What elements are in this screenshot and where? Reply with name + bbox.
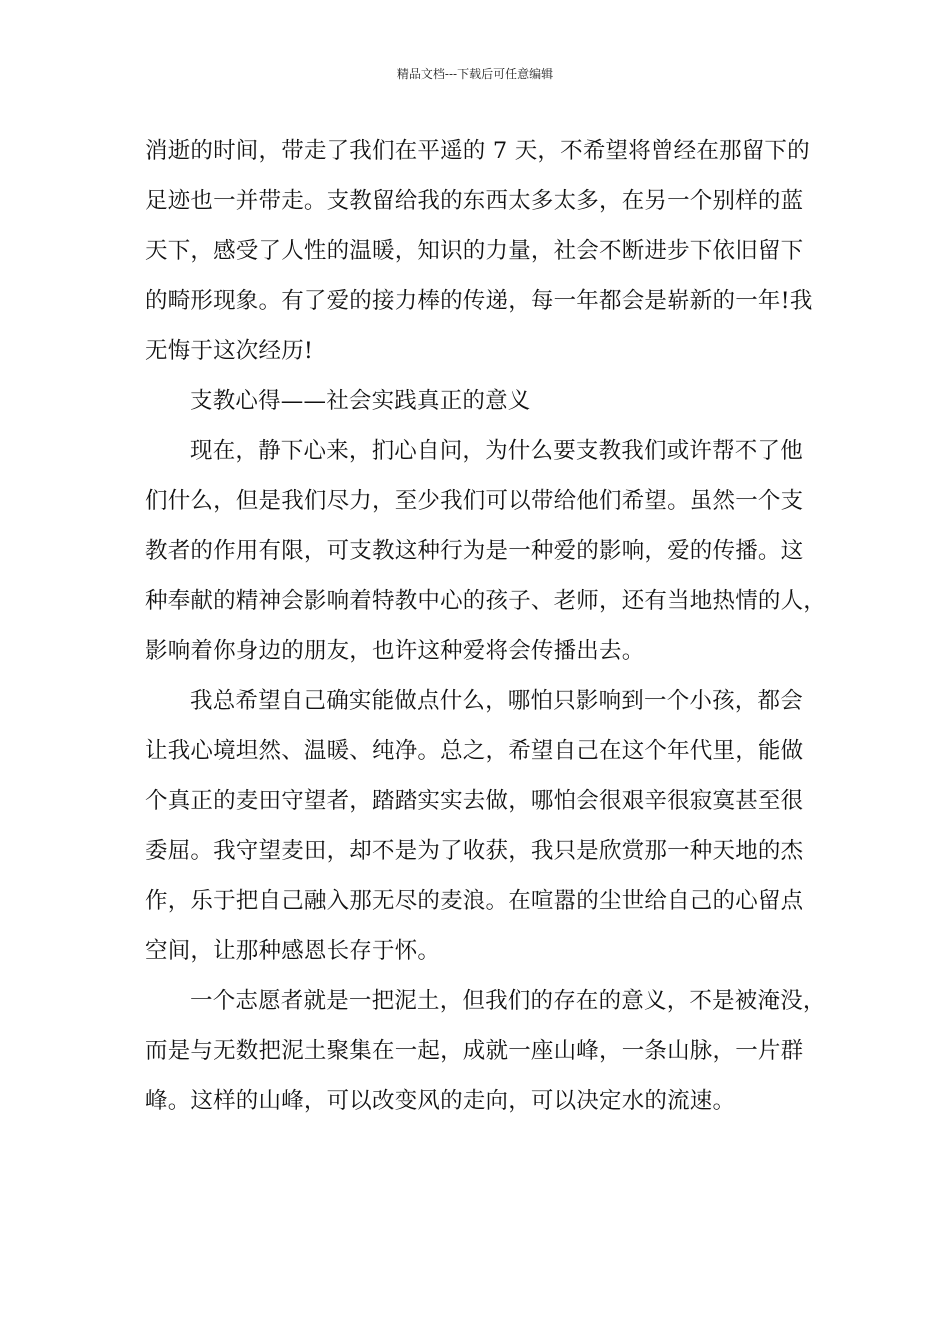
text-line: 足迹也一并带走。支教留给我的东西太多太多，在另一个别样的蓝: [145, 188, 804, 214]
text-line: 的畸形现象。有了爱的接力棒的传递，每一年都会是崭新的一年!我: [145, 288, 813, 314]
text-line: 个真正的麦田守望者，踏踏实实去做，哪怕会很艰辛很寂寞甚至很: [145, 788, 804, 814]
text-line: 我总希望自己确实能做点什么，哪怕只影响到一个小孩，都会: [190, 688, 803, 714]
section-heading-text: 支教心得——社会实践真正的意义: [190, 388, 531, 414]
text-line: 现在，静下心来，扪心自问，为什么要支教我们或许帮不了他: [190, 438, 803, 464]
text-line: 们什么，但是我们尽力，至少我们可以带给他们希望。虽然一个支: [145, 488, 804, 514]
text-line: 种奉献的精神会影响着特教中心的孩子、老师，还有当地热情的人，: [145, 588, 827, 614]
text-line: 作，乐于把自己融入那无尽的麦浪。在喧嚣的尘世给自己的心留点: [145, 888, 804, 914]
text-line: 无悔于这次经历!: [145, 338, 314, 364]
text-line: 天下，感受了人性的温暖，知识的力量，社会不断进步下依旧留下: [145, 238, 804, 264]
text-line: 一个志愿者就是一把泥土，但我们的存在的意义，不是被淹没，: [190, 988, 826, 1014]
text-line: 影响着你身边的朋友，也许这种爱将会传播出去。: [145, 638, 645, 664]
text-line: 峰。这样的山峰，可以改变风的走向，可以决定水的流速。: [145, 1088, 736, 1114]
text-line: 空间，让那种感恩长存于怀。: [145, 938, 441, 964]
paragraph-3: [145, 676, 810, 976]
paragraph-2: [145, 426, 827, 676]
text-line: 让我心境坦然、温暖、纯净。总之，希望自己在这个年代里，能做: [145, 738, 804, 764]
page-header: 精品文档---下载后可任意编辑: [396, 67, 554, 81]
section-heading: [145, 376, 810, 426]
text-line: 委屈。我守望麦田，却不是为了收获，我只是欣赏那一种天地的杰: [145, 838, 804, 864]
document-body: [145, 126, 827, 1126]
text-line: 消逝的时间，带走了我们在平遥的 7 天，不希望将曾经在那留下的: [145, 138, 810, 164]
paragraph-4: [145, 976, 826, 1126]
paragraph-1: [145, 126, 813, 376]
text-line: 教者的作用有限，可支教这种行为是一种爱的影响，爱的传播。这: [145, 538, 804, 564]
text-line: 而是与无数把泥土聚集在一起，成就一座山峰，一条山脉，一片群: [145, 1038, 804, 1064]
